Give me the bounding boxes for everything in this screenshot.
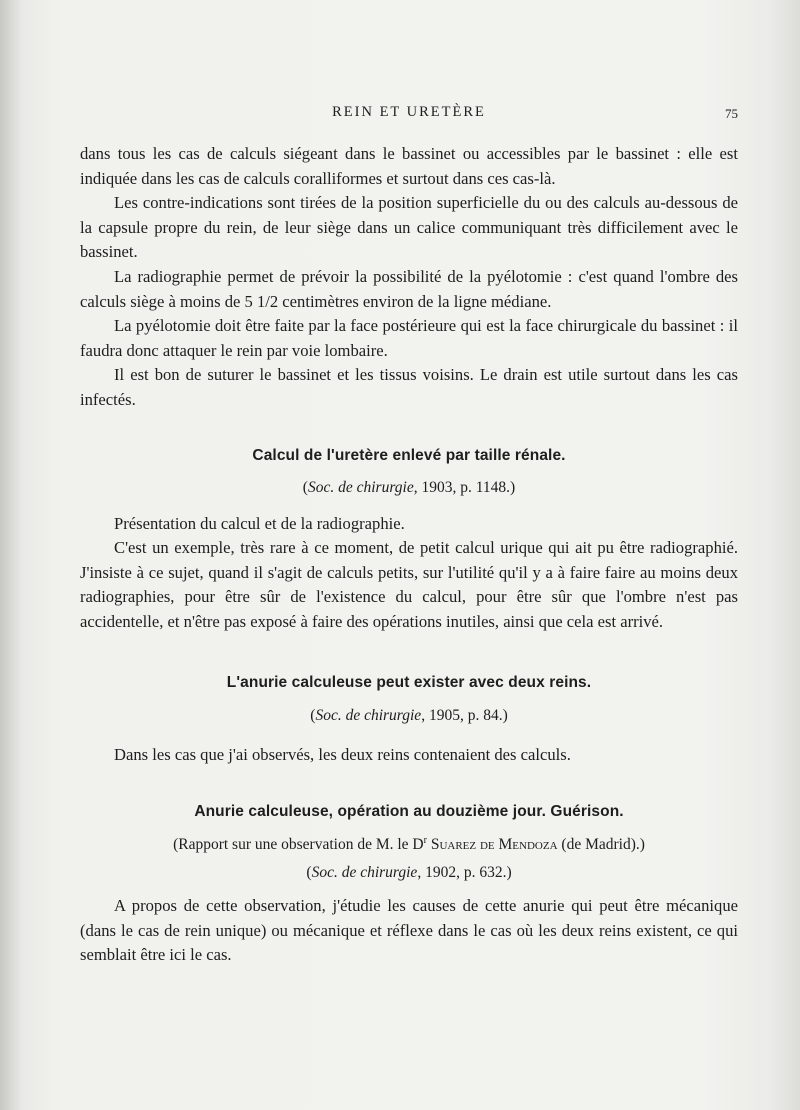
citation-open: ( xyxy=(302,478,308,496)
section-citation xyxy=(80,479,738,497)
page-body xyxy=(80,142,738,968)
citation-open: ( xyxy=(306,864,312,882)
page-number: 75 xyxy=(725,106,738,121)
intro-paragraph-2: Les contre-indications sont tirées de la position superficielle du ou des calculs au-dessous de la capsule propre du rein, de leur siège dans un calice communiquant très difficilement avec le bassinet. xyxy=(80,193,738,262)
intro-paragraph-5: Il est bon de suturer le bassinet et les tissus voisins. Le drain est utile surtout dans les cas infectés. xyxy=(80,365,738,409)
rapport-note-sup: r xyxy=(423,835,427,847)
running-title: REIN ET URETÈRE xyxy=(332,104,486,120)
intro-paragraph-1: dans tous les cas de calculs siégeant dans le bassinet ou accessibles par le bassinet : elle est indiquée dans les cas de calculs coralliformes et surtout dans ces cas-là. xyxy=(80,144,738,188)
section-heading-anurie-deux-reins: L'anurie calculeuse peut exister avec deux reins. xyxy=(226,673,592,691)
rapport-note-author: Suarez de Mendoza xyxy=(430,836,558,854)
section1-paragraph-1: Présentation du calcul et de la radiographie. xyxy=(114,513,405,533)
section3-paragraph-1: A propos de cette observation, j'étudie les causes de cette anurie qui peut être mécanique (dans le cas de rein unique) ou mécanique et réflexe dans le cas où les deux reins existent, ce qui semblait être ici le cas. xyxy=(80,896,738,965)
citation-journal: Soc. de chirurgie xyxy=(315,706,422,724)
section1-paragraph-2: C'est un exemple, très rare à ce moment, de petit calcul urique qui ait pu être radiographié. J'insiste à ce sujet, quand il s'agit de calculs petits, sur l'utilité qu'il y a à faire faire au moins deux radiographies, pour être sûr de l'existence du calcul, pour être sûr que l'ombre n'est pas accidentelle, et n'être pas exposé à faire des opérations inutiles, ainsi que cela est arrivé. xyxy=(80,538,738,631)
section-citation xyxy=(80,864,738,882)
rapport-note xyxy=(80,835,738,854)
intro-paragraph-4: La pyélotomie doit être faite par la face postérieure qui est la face chirurgicale du bassinet : il faudra donc attaquer le rein par voie lombaire. xyxy=(80,316,738,360)
intro-paragraph-3: La radiographie permet de prévoir la possibilité de la pyélotomie : c'est quand l'ombre des calculs siège à moins de 5 1/2 centimètres environ de la ligne médiane. xyxy=(80,266,738,311)
citation-reference: , 1902, p. 632.) xyxy=(417,864,512,882)
section-heading-calcul-uretere: Calcul de l'uretère enlevé par taille rénale. xyxy=(252,446,566,464)
citation-journal: Soc. de chirurgie xyxy=(307,478,414,496)
citation-reference: , 1903, p. 1148.) xyxy=(413,478,516,496)
citation-journal: Soc. de chirurgie xyxy=(311,864,418,882)
section2-paragraph-1: Dans les cas que j'ai observés, les deux reins contenaient des calculs. xyxy=(114,744,571,764)
rapport-note-origin: (de Madrid).) xyxy=(557,836,645,854)
rapport-note-text: (Rapport sur une observation de M. le D xyxy=(173,836,424,854)
section-citation xyxy=(80,707,738,725)
citation-open: ( xyxy=(310,706,316,724)
section-heading-anurie-operation: Anurie calculeuse, opération au douzième jour. Guérison. xyxy=(194,803,624,821)
page-header xyxy=(80,104,738,130)
citation-reference: , 1905, p. 84.) xyxy=(421,706,508,724)
